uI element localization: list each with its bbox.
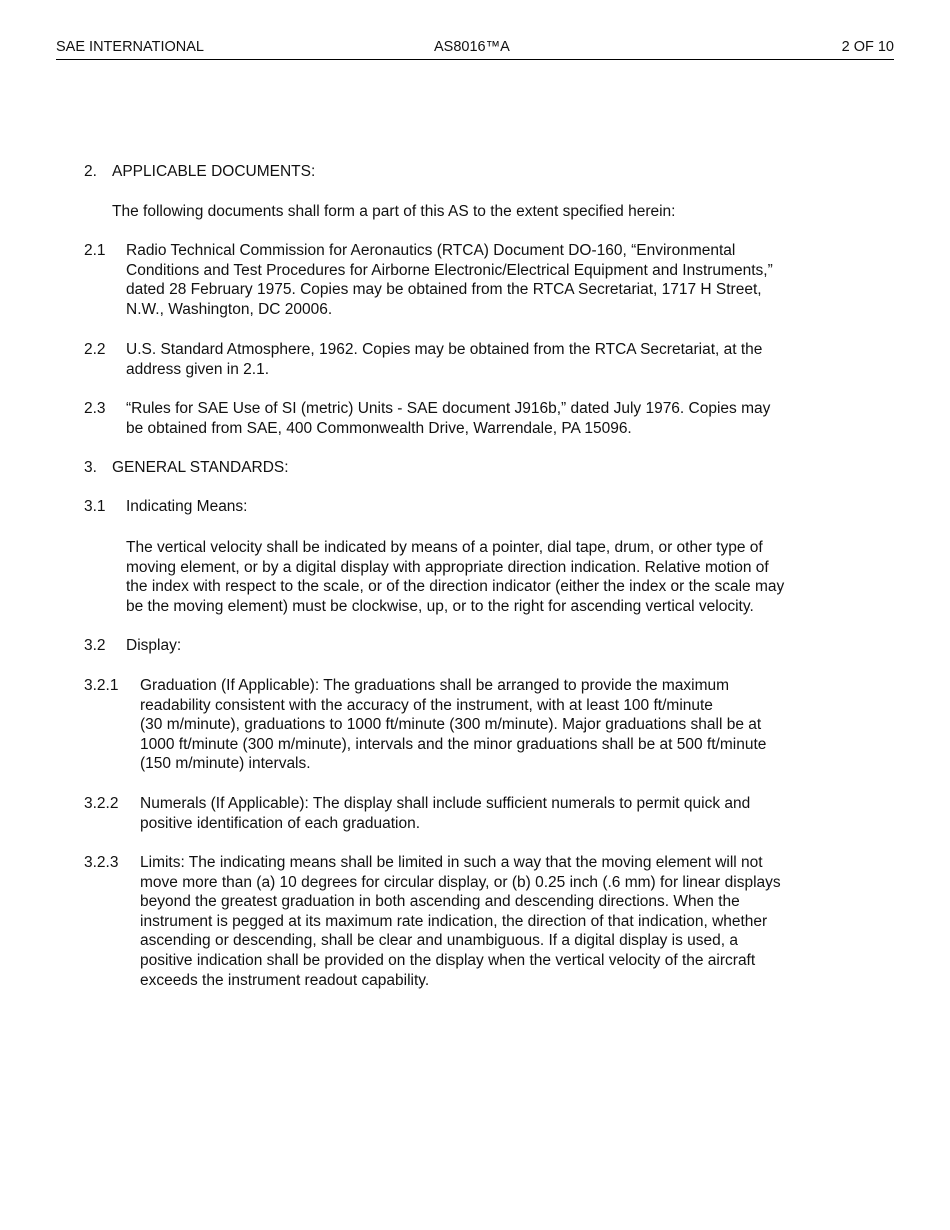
section-3-1-body <box>126 538 784 616</box>
body-line: dated 28 February 1975. Copies may be obtained from the RTCA Secretariat, 1717 H Street, <box>126 281 762 299</box>
section-number: 2.2 <box>84 341 106 358</box>
section-number: 3.1 <box>84 498 106 515</box>
body-line: readability consistent with the accuracy of the instrument, with at least 100 ft/minute <box>140 696 713 714</box>
header-page-number: 2 OF 10 <box>841 39 894 55</box>
section-2-intro: The following documents shall form a part of this AS to the extent specified herein: <box>112 203 676 220</box>
section-number: 2.3 <box>84 400 106 417</box>
body-line: exceeds the instrument readout capability. <box>140 971 430 989</box>
body-line: Conditions and Test Procedures for Airborne Electronic/Electrical Equipment and Instruments,” <box>126 261 773 279</box>
body-line: Numerals (If Applicable): The display shall include sufficient numerals to permit quick and <box>140 795 751 812</box>
body-line: N.W., Washington, DC 20006. <box>126 300 333 318</box>
section-title: Display: <box>126 637 182 654</box>
section-title: GENERAL STANDARDS: <box>112 459 289 476</box>
header-document-number: AS8016™A <box>434 39 510 55</box>
section-number: 3. <box>84 459 97 476</box>
body-line: 1000 ft/minute (300 m/minute), intervals and the minor graduations shall be at 500 ft/minute <box>140 735 767 753</box>
section-number: 3.2.3 <box>84 854 119 871</box>
body-line: Limits: The indicating means shall be limited in such a way that the moving element will not <box>140 854 763 871</box>
body-line: Graduation (If Applicable): The graduations shall be arranged to provide the maximum <box>140 677 730 694</box>
body-line: address given in 2.1. <box>126 360 270 378</box>
body-line: ascending or descending, shall be clear and unambiguous. If a digital display is used, a <box>140 932 738 950</box>
section-body <box>126 241 773 319</box>
section-number: 3.2.1 <box>84 677 119 694</box>
body-line: Radio Technical Commission for Aeronautics (RTCA) Document DO-160, “Environmental <box>126 242 736 259</box>
section-number: 3.2 <box>84 637 106 654</box>
section-body <box>126 399 770 438</box>
header-organization: SAE INTERNATIONAL <box>56 39 204 55</box>
body-line: “Rules for SAE Use of SI (metric) Units - SAE document J916b,” dated July 1976. Copies may <box>126 400 771 417</box>
body-line: the index with respect to the scale, or of the direction indicator (either the index or the scale may <box>126 578 785 596</box>
section-number: 2.1 <box>84 242 106 259</box>
section-body <box>140 794 750 833</box>
body-line: beyond the greatest graduation in both ascending and descending directions. When the <box>140 893 740 911</box>
body-line: move more than (a) 10 degrees for circular display, or (b) 0.25 inch (.6 mm) for linear displays <box>140 873 781 891</box>
body-line: instrument is pegged at its maximum rate indication, the direction of that indication, whether <box>140 912 768 930</box>
section-title: APPLICABLE DOCUMENTS: <box>112 163 316 180</box>
section-number: 3.2.2 <box>84 795 119 812</box>
body-line: positive identification of each graduation. <box>140 814 421 832</box>
body-line: (30 m/minute), graduations to 1000 ft/minute (300 m/minute). Major graduations shall be at <box>140 716 762 734</box>
body-line: be the moving element) must be clockwise, up, or to the right for ascending vertical velocity. <box>126 597 754 615</box>
body-line: moving element, or by a digital display with appropriate direction indication. Relative motion of <box>126 558 769 576</box>
section-body <box>140 676 766 774</box>
body-line: U.S. Standard Atmosphere, 1962. Copies may be obtained from the RTCA Secretariat, at the <box>126 341 763 358</box>
section-number: 2. <box>84 163 97 180</box>
section-title: Indicating Means: <box>126 498 248 515</box>
section-body <box>140 853 781 990</box>
body-line: be obtained from SAE, 400 Commonwealth Drive, Warrendale, PA 15096. <box>126 419 632 437</box>
body-line: positive indication shall be provided on the display when the vertical velocity of the aircraft <box>140 951 756 969</box>
page-header <box>56 38 894 60</box>
section-body <box>126 340 762 379</box>
body-line: (150 m/minute) intervals. <box>140 755 311 773</box>
body-line: The vertical velocity shall be indicated by means of a pointer, dial tape, drum, or other type of <box>126 539 763 556</box>
